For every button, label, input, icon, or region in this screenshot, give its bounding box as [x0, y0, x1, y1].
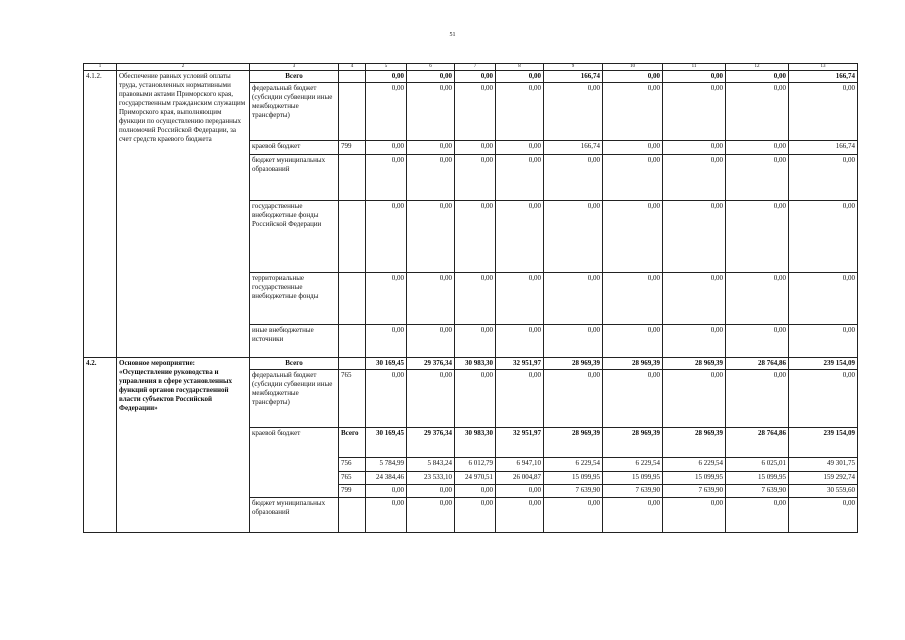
amount-cell: 30 169,45 [366, 358, 407, 370]
grbs-code [339, 201, 366, 273]
amount-cell: 0,00 [366, 71, 407, 83]
amount-cell: 0,00 [663, 201, 726, 273]
grbs-code [339, 325, 366, 358]
amount-cell: 0,00 [496, 325, 544, 358]
amount-cell: 0,00 [544, 155, 603, 201]
grbs-code [339, 83, 366, 141]
amount-cell: 0,00 [726, 201, 789, 273]
column-number-header: 2 [117, 64, 250, 71]
amount-cell: 0,00 [366, 141, 407, 155]
amount-cell: 0,00 [407, 201, 455, 273]
amount-cell: 0,00 [726, 83, 789, 141]
header-row [84, 64, 858, 71]
amount-cell: 0,00 [603, 71, 663, 83]
event-title: Основное мероприятие: «Осуществление руководства и управления в сфере установленных функций органов государственной власти субъектов Российской Федерации» [117, 358, 250, 533]
grbs-code: 799 [339, 141, 366, 155]
amount-cell: 32 951,97 [496, 358, 544, 370]
amount-cell: 7 639,90 [663, 485, 726, 498]
amount-cell: 0,00 [455, 498, 496, 533]
amount-cell: 0,00 [455, 485, 496, 498]
amount-cell: 0,00 [789, 498, 858, 533]
amount-cell: 0,00 [544, 201, 603, 273]
amount-cell: 23 533,10 [407, 472, 455, 485]
amount-cell: 0,00 [603, 201, 663, 273]
amount-cell: 0,00 [663, 141, 726, 155]
amount-cell: 0,00 [789, 273, 858, 325]
amount-cell: 7 639,90 [544, 485, 603, 498]
amount-cell: 5 843,24 [407, 458, 455, 472]
amount-cell: 166,74 [544, 71, 603, 83]
event-code: 4.2. [84, 358, 117, 533]
amount-cell: 0,00 [603, 155, 663, 201]
amount-cell: 15 099,95 [663, 472, 726, 485]
column-number-header: 3 [250, 64, 339, 71]
funding-source: Всего [250, 358, 339, 370]
column-number-header: 12 [726, 64, 789, 71]
amount-cell: 28 969,39 [544, 428, 603, 458]
amount-cell: 24 384,46 [366, 472, 407, 485]
amount-cell: 6 229,54 [544, 458, 603, 472]
amount-cell: 5 784,99 [366, 458, 407, 472]
amount-cell: 0,00 [663, 370, 726, 428]
amount-cell: 0,00 [663, 71, 726, 83]
grbs-code: Всего [339, 428, 366, 458]
amount-cell: 0,00 [407, 141, 455, 155]
amount-cell: 0,00 [366, 201, 407, 273]
grbs-code: 756 [339, 458, 366, 472]
amount-cell: 28 969,39 [663, 358, 726, 370]
amount-cell: 0,00 [726, 325, 789, 358]
amount-cell: 0,00 [789, 325, 858, 358]
amount-cell: 0,00 [496, 273, 544, 325]
amount-cell: 0,00 [455, 71, 496, 83]
grbs-code [339, 273, 366, 325]
amount-cell: 0,00 [726, 155, 789, 201]
amount-cell: 6 947,10 [496, 458, 544, 472]
column-number-header: 9 [544, 64, 603, 71]
amount-cell: 6 012,79 [455, 458, 496, 472]
amount-cell: 30 169,45 [366, 428, 407, 458]
amount-cell: 29 376,34 [407, 428, 455, 458]
amount-cell: 28 969,39 [603, 358, 663, 370]
grbs-code [339, 71, 366, 83]
amount-cell: 15 099,95 [726, 472, 789, 485]
grbs-code: 765 [339, 370, 366, 428]
amount-cell: 0,00 [407, 71, 455, 83]
grbs-code [339, 358, 366, 370]
amount-cell: 30 983,30 [455, 358, 496, 370]
amount-cell: 0,00 [496, 71, 544, 83]
column-number-header: 13 [789, 64, 858, 71]
amount-cell: 0,00 [407, 498, 455, 533]
amount-cell: 166,74 [544, 141, 603, 155]
amount-cell: 166,74 [789, 71, 858, 83]
amount-cell: 0,00 [496, 498, 544, 533]
amount-cell: 0,00 [496, 155, 544, 201]
amount-cell: 0,00 [789, 155, 858, 201]
amount-cell: 0,00 [366, 155, 407, 201]
amount-cell: 0,00 [366, 370, 407, 428]
table-row [84, 358, 858, 370]
grbs-code [339, 498, 366, 533]
budget-table [83, 63, 858, 533]
amount-cell: 0,00 [603, 370, 663, 428]
amount-cell: 239 154,09 [789, 358, 858, 370]
amount-cell: 28 764,86 [726, 428, 789, 458]
amount-cell: 6 229,54 [663, 458, 726, 472]
funding-source: государственные внебюджетные фонды Российской Федерации [250, 201, 339, 273]
event-code: 4.1.2. [84, 71, 117, 358]
amount-cell: 239 154,09 [789, 428, 858, 458]
amount-cell: 0,00 [726, 370, 789, 428]
amount-cell: 0,00 [366, 485, 407, 498]
amount-cell: 28 764,86 [726, 358, 789, 370]
amount-cell: 30 983,30 [455, 428, 496, 458]
amount-cell: 32 951,97 [496, 428, 544, 458]
amount-cell: 0,00 [455, 370, 496, 428]
amount-cell: 0,00 [603, 498, 663, 533]
amount-cell: 28 969,39 [663, 428, 726, 458]
amount-cell: 0,00 [455, 141, 496, 155]
amount-cell: 0,00 [603, 141, 663, 155]
amount-cell: 0,00 [789, 201, 858, 273]
column-number-header: 11 [663, 64, 726, 71]
amount-cell: 15 099,95 [603, 472, 663, 485]
amount-cell: 0,00 [496, 83, 544, 141]
page-number: 51 [449, 32, 456, 38]
amount-cell: 0,00 [663, 325, 726, 358]
amount-cell: 0,00 [544, 325, 603, 358]
amount-cell: 0,00 [603, 273, 663, 325]
amount-cell: 0,00 [455, 201, 496, 273]
amount-cell: 0,00 [366, 273, 407, 325]
column-number-header: 8 [496, 64, 544, 71]
funding-source: краевой бюджет [250, 428, 339, 498]
funding-source: федеральный бюджет (субсидии субвенции иные межбюджетные трансферты) [250, 370, 339, 428]
event-title: Обеспечение равных условий оплаты труда, установленных нормативными правовыми актами Приморского края, государственным гражданским служащим Приморского края, выполняющим функции по осуществлению переданных полномочий Российской Федерации, за счет средств краевого бюджета [117, 71, 250, 358]
column-number-header: 6 [407, 64, 455, 71]
amount-cell: 0,00 [455, 325, 496, 358]
amount-cell: 0,00 [455, 83, 496, 141]
funding-source: территориальные государственные внебюджетные фонды [250, 273, 339, 325]
amount-cell: 6 229,54 [603, 458, 663, 472]
column-number-header: 4 [339, 64, 366, 71]
amount-cell: 29 376,34 [407, 358, 455, 370]
amount-cell: 0,00 [455, 273, 496, 325]
amount-cell: 7 639,90 [726, 485, 789, 498]
amount-cell: 0,00 [544, 83, 603, 141]
amount-cell: 0,00 [663, 155, 726, 201]
amount-cell: 7 639,90 [603, 485, 663, 498]
amount-cell: 159 292,74 [789, 472, 858, 485]
amount-cell: 0,00 [544, 273, 603, 325]
grbs-code: 765 [339, 472, 366, 485]
column-number-header: 1 [84, 64, 117, 71]
table-row [84, 71, 858, 83]
funding-source: краевой бюджет [250, 141, 339, 155]
amount-cell: 0,00 [726, 141, 789, 155]
amount-cell: 0,00 [366, 325, 407, 358]
amount-cell: 0,00 [496, 201, 544, 273]
amount-cell: 0,00 [789, 370, 858, 428]
amount-cell: 0,00 [366, 498, 407, 533]
amount-cell: 28 969,39 [603, 428, 663, 458]
column-number-header: 10 [603, 64, 663, 71]
amount-cell: 28 969,39 [544, 358, 603, 370]
amount-cell: 0,00 [366, 83, 407, 141]
amount-cell: 0,00 [726, 71, 789, 83]
amount-cell: 30 559,60 [789, 485, 858, 498]
amount-cell: 0,00 [663, 273, 726, 325]
amount-cell: 0,00 [544, 498, 603, 533]
amount-cell: 0,00 [726, 273, 789, 325]
amount-cell: 6 025,01 [726, 458, 789, 472]
amount-cell: 0,00 [407, 370, 455, 428]
amount-cell: 49 301,75 [789, 458, 858, 472]
amount-cell: 0,00 [407, 325, 455, 358]
amount-cell: 0,00 [407, 155, 455, 201]
amount-cell: 0,00 [496, 485, 544, 498]
amount-cell: 0,00 [544, 370, 603, 428]
amount-cell: 0,00 [603, 325, 663, 358]
amount-cell: 0,00 [603, 83, 663, 141]
funding-source: федеральный бюджет (субсидии субвенции иные межбюджетные трансферты) [250, 83, 339, 141]
column-number-header: 5 [366, 64, 407, 71]
amount-cell: 0,00 [496, 370, 544, 428]
amount-cell: 26 004,87 [496, 472, 544, 485]
grbs-code [339, 155, 366, 201]
amount-cell: 0,00 [663, 498, 726, 533]
grbs-code: 799 [339, 485, 366, 498]
amount-cell: 15 099,95 [544, 472, 603, 485]
amount-cell: 0,00 [455, 155, 496, 201]
amount-cell: 0,00 [789, 83, 858, 141]
funding-source: Всего [250, 71, 339, 83]
amount-cell: 0,00 [407, 485, 455, 498]
amount-cell: 166,74 [789, 141, 858, 155]
funding-source: бюджет муниципальных образований [250, 155, 339, 201]
amount-cell: 0,00 [496, 141, 544, 155]
amount-cell: 0,00 [407, 273, 455, 325]
column-number-header: 7 [455, 64, 496, 71]
amount-cell: 24 970,51 [455, 472, 496, 485]
amount-cell: 0,00 [726, 498, 789, 533]
funding-source: иные внебюджетные источники [250, 325, 339, 358]
amount-cell: 0,00 [663, 83, 726, 141]
amount-cell: 0,00 [407, 83, 455, 141]
funding-source: бюджет муниципальных образований [250, 498, 339, 533]
